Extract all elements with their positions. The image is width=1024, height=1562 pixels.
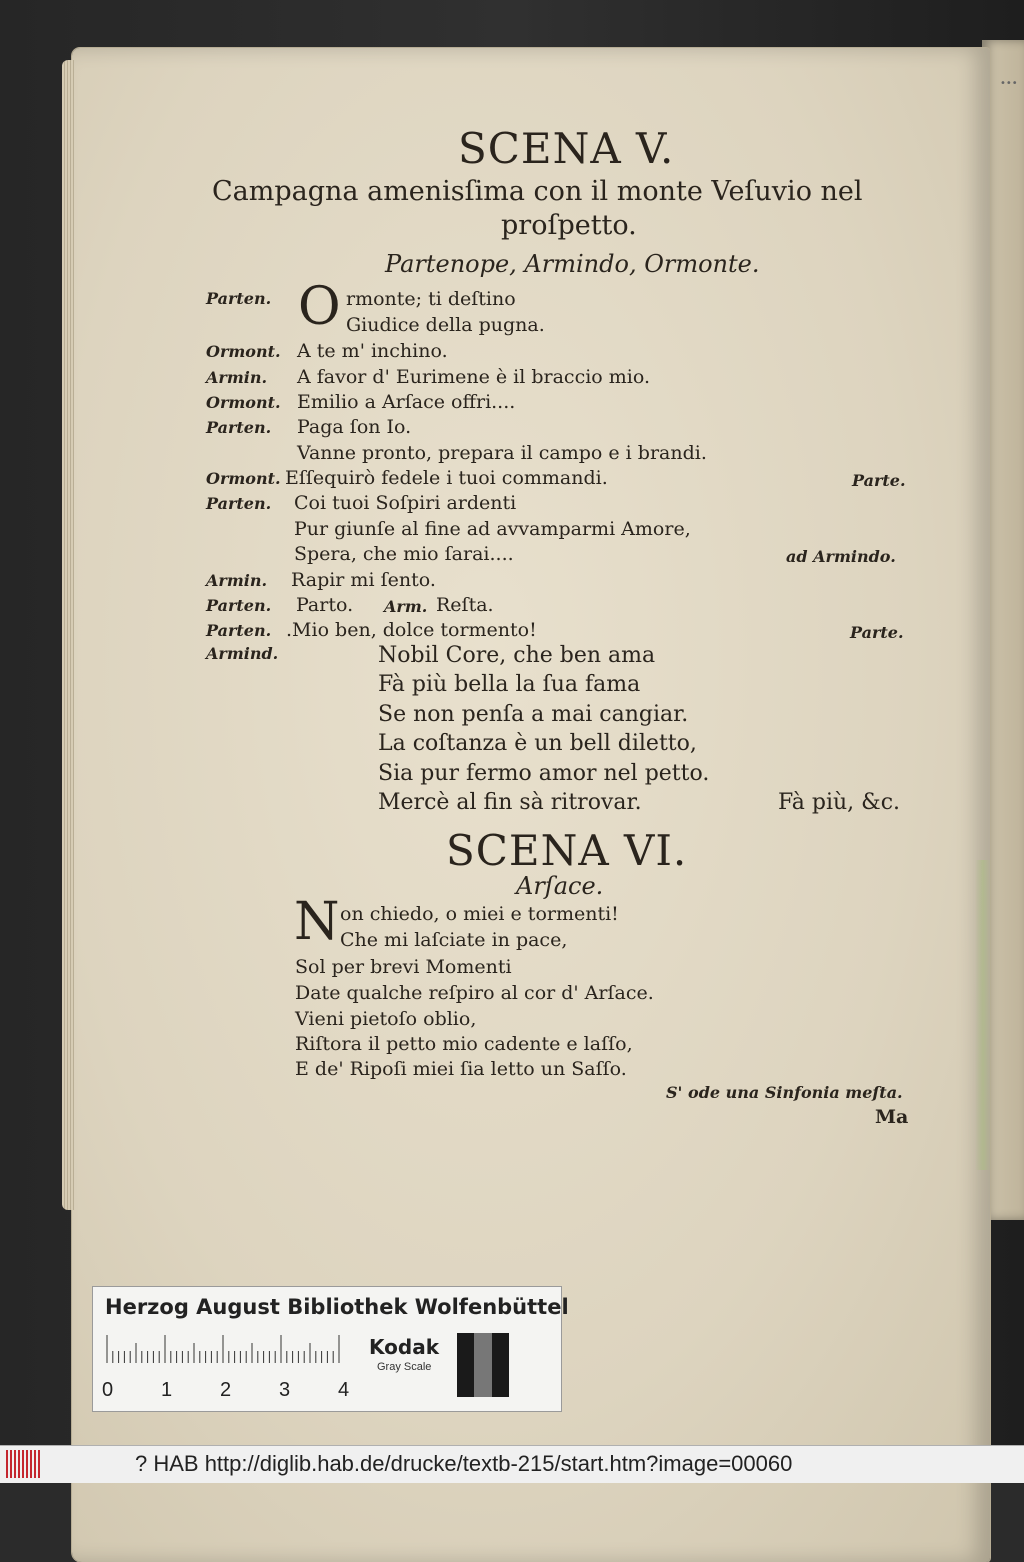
speaker-label: Parten. [206, 289, 272, 308]
scene-5-title: SCENA V. [458, 124, 675, 173]
ruler-number: 0 [102, 1379, 114, 1401]
monologue-line: Riſtora il petto mio cadente e laſſo, [295, 1033, 633, 1055]
monologue-line: Vieni pietoſo oblio, [295, 1008, 477, 1030]
ruler-number: 2 [220, 1379, 232, 1401]
dialogue-line: .Mio ben, dolce tormento! [286, 619, 537, 641]
catchword: Ma [875, 1106, 909, 1128]
monologue-line: Sol per brevi Momenti [295, 956, 512, 978]
stage-direction: Parte. [852, 471, 906, 490]
ruler-number: 1 [161, 1379, 173, 1401]
aria-line: Sia pur fermo amor nel petto. [378, 761, 710, 786]
monologue-line: on chiedo, o miei e tormenti! [340, 903, 619, 925]
speaker-label: Ormont. [206, 469, 281, 488]
dialogue-line: rmonte; ti deſtino [346, 288, 516, 310]
dialogue-line: Paga ſon Io. [297, 416, 412, 438]
aria-speaker-label: Armind. [206, 644, 279, 663]
drop-cap: N [294, 892, 340, 952]
scene-5-setting-line-2: proſpetto. [501, 210, 637, 241]
dialogue-line: Pur giunſe al fine ad avvamparmi Amore, [294, 518, 691, 540]
scene-5-characters: Partenope, Armindo, Ormonte. [385, 250, 760, 278]
speaker-label: Armin. [206, 368, 268, 387]
barcode-icon [6, 1450, 42, 1478]
dialogue-line: Rapir mi ſento. [291, 569, 436, 591]
scene-6-character: Arſace. [516, 872, 604, 900]
stage-direction: S' ode una Sinfonia meſta. [666, 1083, 903, 1102]
dialogue-line: Vanne pronto, prepara il campo e i brandi. [297, 442, 707, 464]
dialogue-line: A favor d' Eurimene è il braccio mio. [297, 366, 651, 388]
stage-direction: ad Armindo. [786, 547, 896, 566]
gray-scale-patches [457, 1333, 509, 1397]
bookmark-ribbon [975, 860, 991, 1170]
kodak-logo: Kodak [369, 1335, 439, 1359]
monologue-line: Che mi laſciate in pace, [340, 929, 568, 951]
dialogue-line: Spera, che mio ſarai.... [294, 543, 514, 565]
gray-scale-label: Gray Scale [377, 1361, 432, 1373]
aria-line: Se non penſa a mai cangiar. [378, 702, 689, 727]
dialogue-line: Parto. [296, 594, 354, 616]
ruler-number: 4 [338, 1379, 350, 1401]
monologue-line: Date qualche reſpiro al cor d' Arſace. [295, 982, 654, 1004]
aria-line: Nobil Core, che ben ama [378, 643, 656, 668]
dialogue-line: Coi tuoi Soſpiri ardenti [294, 492, 517, 514]
stage-direction: Parte. [850, 623, 904, 642]
library-color-card [92, 1286, 569, 1412]
dialogue-line: Eſſequirò fedele i tuoi commandi. [285, 467, 608, 489]
scene-5-setting-line-1: Campagna amenisſima con il monte Veſuvio nel [212, 176, 863, 207]
speaker-label: Parten. [206, 596, 272, 615]
speaker-label: Ormont. [206, 342, 281, 361]
speaker-label: Parten. [206, 621, 272, 640]
page-marker-dots: ••• [1000, 78, 1018, 89]
aria-line: Fà più bella la ſua fama [378, 672, 641, 697]
speaker-label: Parten. [206, 494, 272, 513]
ruler-scale [105, 1333, 341, 1363]
dialogue-line: A te m' inchino. [297, 340, 448, 362]
dialogue-line: Reſta. [436, 594, 494, 616]
inline-speaker-label: Arm. [384, 597, 428, 616]
drop-cap: O [298, 277, 341, 337]
speaker-label: Ormont. [206, 393, 281, 412]
da-capo: Fà più, &c. [778, 790, 901, 815]
aria-line: La coſtanza è un bell diletto, [378, 731, 697, 756]
status-bar [0, 1445, 1024, 1483]
scene-6-title: SCENA VI. [446, 826, 688, 875]
status-url[interactable]: ? HAB http://diglib.hab.de/drucke/textb-215/start.htm?image=00060 [135, 1451, 793, 1476]
aria-line: Mercè al fin sà ritrovar. [378, 790, 642, 815]
page-stack-edge [62, 60, 74, 1210]
ruler-number: 3 [279, 1379, 291, 1401]
speaker-label: Armin. [206, 571, 268, 590]
dialogue-line: Emilio a Arſace offri.... [297, 391, 516, 413]
dialogue-line: Giudice della pugna. [346, 314, 545, 336]
monologue-line: E de' Ripoſi miei ſia letto un Saſſo. [295, 1058, 627, 1080]
library-name: Herzog August Bibliothek Wolfenbüttel [105, 1295, 569, 1319]
speaker-label: Parten. [206, 418, 272, 437]
